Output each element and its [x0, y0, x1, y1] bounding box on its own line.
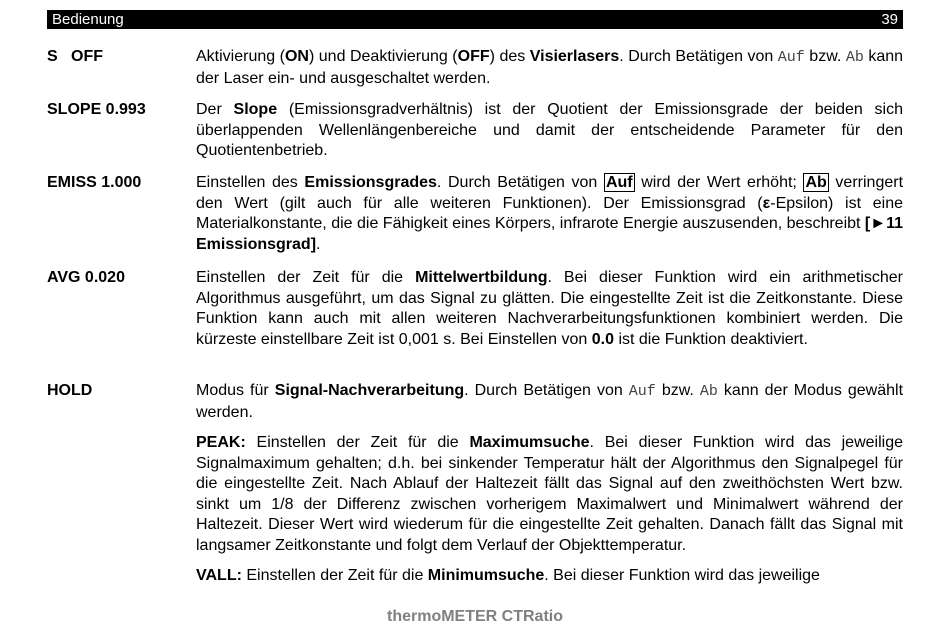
entry-slope [47, 100, 903, 162]
entry-avg [47, 268, 903, 350]
desc-laser: Aktivierung (ON) und Deaktivierung (OFF) des Visierlasers. Durch Betätigen von Auf bzw. Ab kann der Laser ein- und ausgeschaltet werden. [196, 48, 904, 87]
key-auf: Auf [777, 49, 805, 66]
paragraph-peak: PEAK: Einstellen der Zeit für die Maximumsuche. Bei dieser Funktion wird das jeweilige Signalmaximum gehalten; d.h. bei sinkender Temperatur hält der Algorithmus den Signalpegel für die eingestellte Zeit. Nach Ablauf der Haltezeit fällt das Signal auf den zweithöchsten Wert bzw. sinkt um 1/8 der Differenz zwischen vorherigem Maximalwert und Minimalwert während der Haltezeit. Dieser Wert wird wiederum für die eingestellte Zeit gehalten. Danach fällt das Signal mit langsamer Zeitkonstante und folgt dem Verlauf der Objekttemperatur. [196, 434, 903, 554]
page-number: 39 [881, 11, 898, 28]
entry-laser [47, 47, 903, 89]
key-ab: Ab [845, 49, 864, 66]
desc-slope: Der Slope (Emissionsgradverhältnis) ist der Quotient der Emissionsgrade der beiden sich überlappenden Wellenlängenbereiche und damit der entscheidende Parameter für den Quotientenbetrieb. [196, 101, 903, 159]
entry-emiss [47, 173, 903, 255]
desc-hold: Modus für Signal-Nachverarbeitung. Durch Betätigen von Auf bzw. Ab kann der Modus gewählt werden. PEAK: Einstellen der Zeit für die Maximumsuche. Bei dieser Funktion wird das jeweilige Signalmaximum gehalten; d.h. bei sinkender Temperatur hält der Algorithmus den Signalpegel für die eingestellte Zeit. Nach Ablauf der Haltezeit fällt das Signal auf den zweithöchsten Wert bzw. sinkt um 1/8 der Differenz zwischen vorherigem Maximalwert und Minimalwert während der Haltezeit. Dieser Wert wird wiederum für die eingestellte Zeit gehalten. Danach fällt das Signal mit langsamer Zeitkonstante und folgt dem Verlauf der Objekttemperatur. VALL: Einstellen der Zeit für die Minimumsuche. Bei dieser Funktion wird das jeweilige [196, 381, 903, 587]
key-auf: Auf [628, 383, 656, 400]
key-auf-boxed: Auf [605, 174, 633, 191]
entry-hold [47, 381, 903, 587]
desc-emiss: Einstellen des Emissionsgrades. Durch Betätigen von Auf wird der Wert erhöht; Ab verringert den Wert (gilt auch für alle weiteren Funktionen). Der Emissionsgrad (ε-Epsilon) ist eine Materialkonstante, die die Fähigkeit eines Körpers, infrarote Energie auszusenden, beschreibt [►11 Emissionsgrad]. [196, 174, 904, 253]
key-ab-boxed: Ab [805, 174, 827, 191]
reference-emissionsgrad[interactable]: [►11 Emissionsgrad] [196, 215, 903, 253]
desc-avg: Einstellen der Zeit für die Mittelwertbildung. Bei dieser Funktion wird ein arithmetischer Algorithmus ausgeführt, um das Signal zu glätten. Die eingestellte Zeit ist die Zeitkonstante. Diese Funktion kann auch mit allen weiteren Nachverarbeitungsfunktionen kombiniert werden. Die kürzeste einstellbare Zeit ist 0,001 s. Bei Einstellen von 0.0 ist die Funktion deaktiviert. [196, 269, 904, 348]
page-header [47, 10, 903, 29]
term-emiss: EMISS 1.000 [47, 174, 142, 191]
term-laser: S OFF [47, 48, 103, 65]
section-title: Bedienung [52, 11, 124, 28]
paragraph-vall: VALL: Einstellen der Zeit für die Minimumsuche. Bei dieser Funktion wird das jeweilige [196, 567, 820, 584]
term-slope: SLOPE 0.993 [47, 101, 146, 118]
page-footer: thermoMETER CTRatio [387, 608, 563, 625]
term-avg: AVG 0.020 [47, 269, 125, 286]
key-ab: Ab [699, 383, 718, 400]
term-hold: HOLD [47, 382, 93, 399]
